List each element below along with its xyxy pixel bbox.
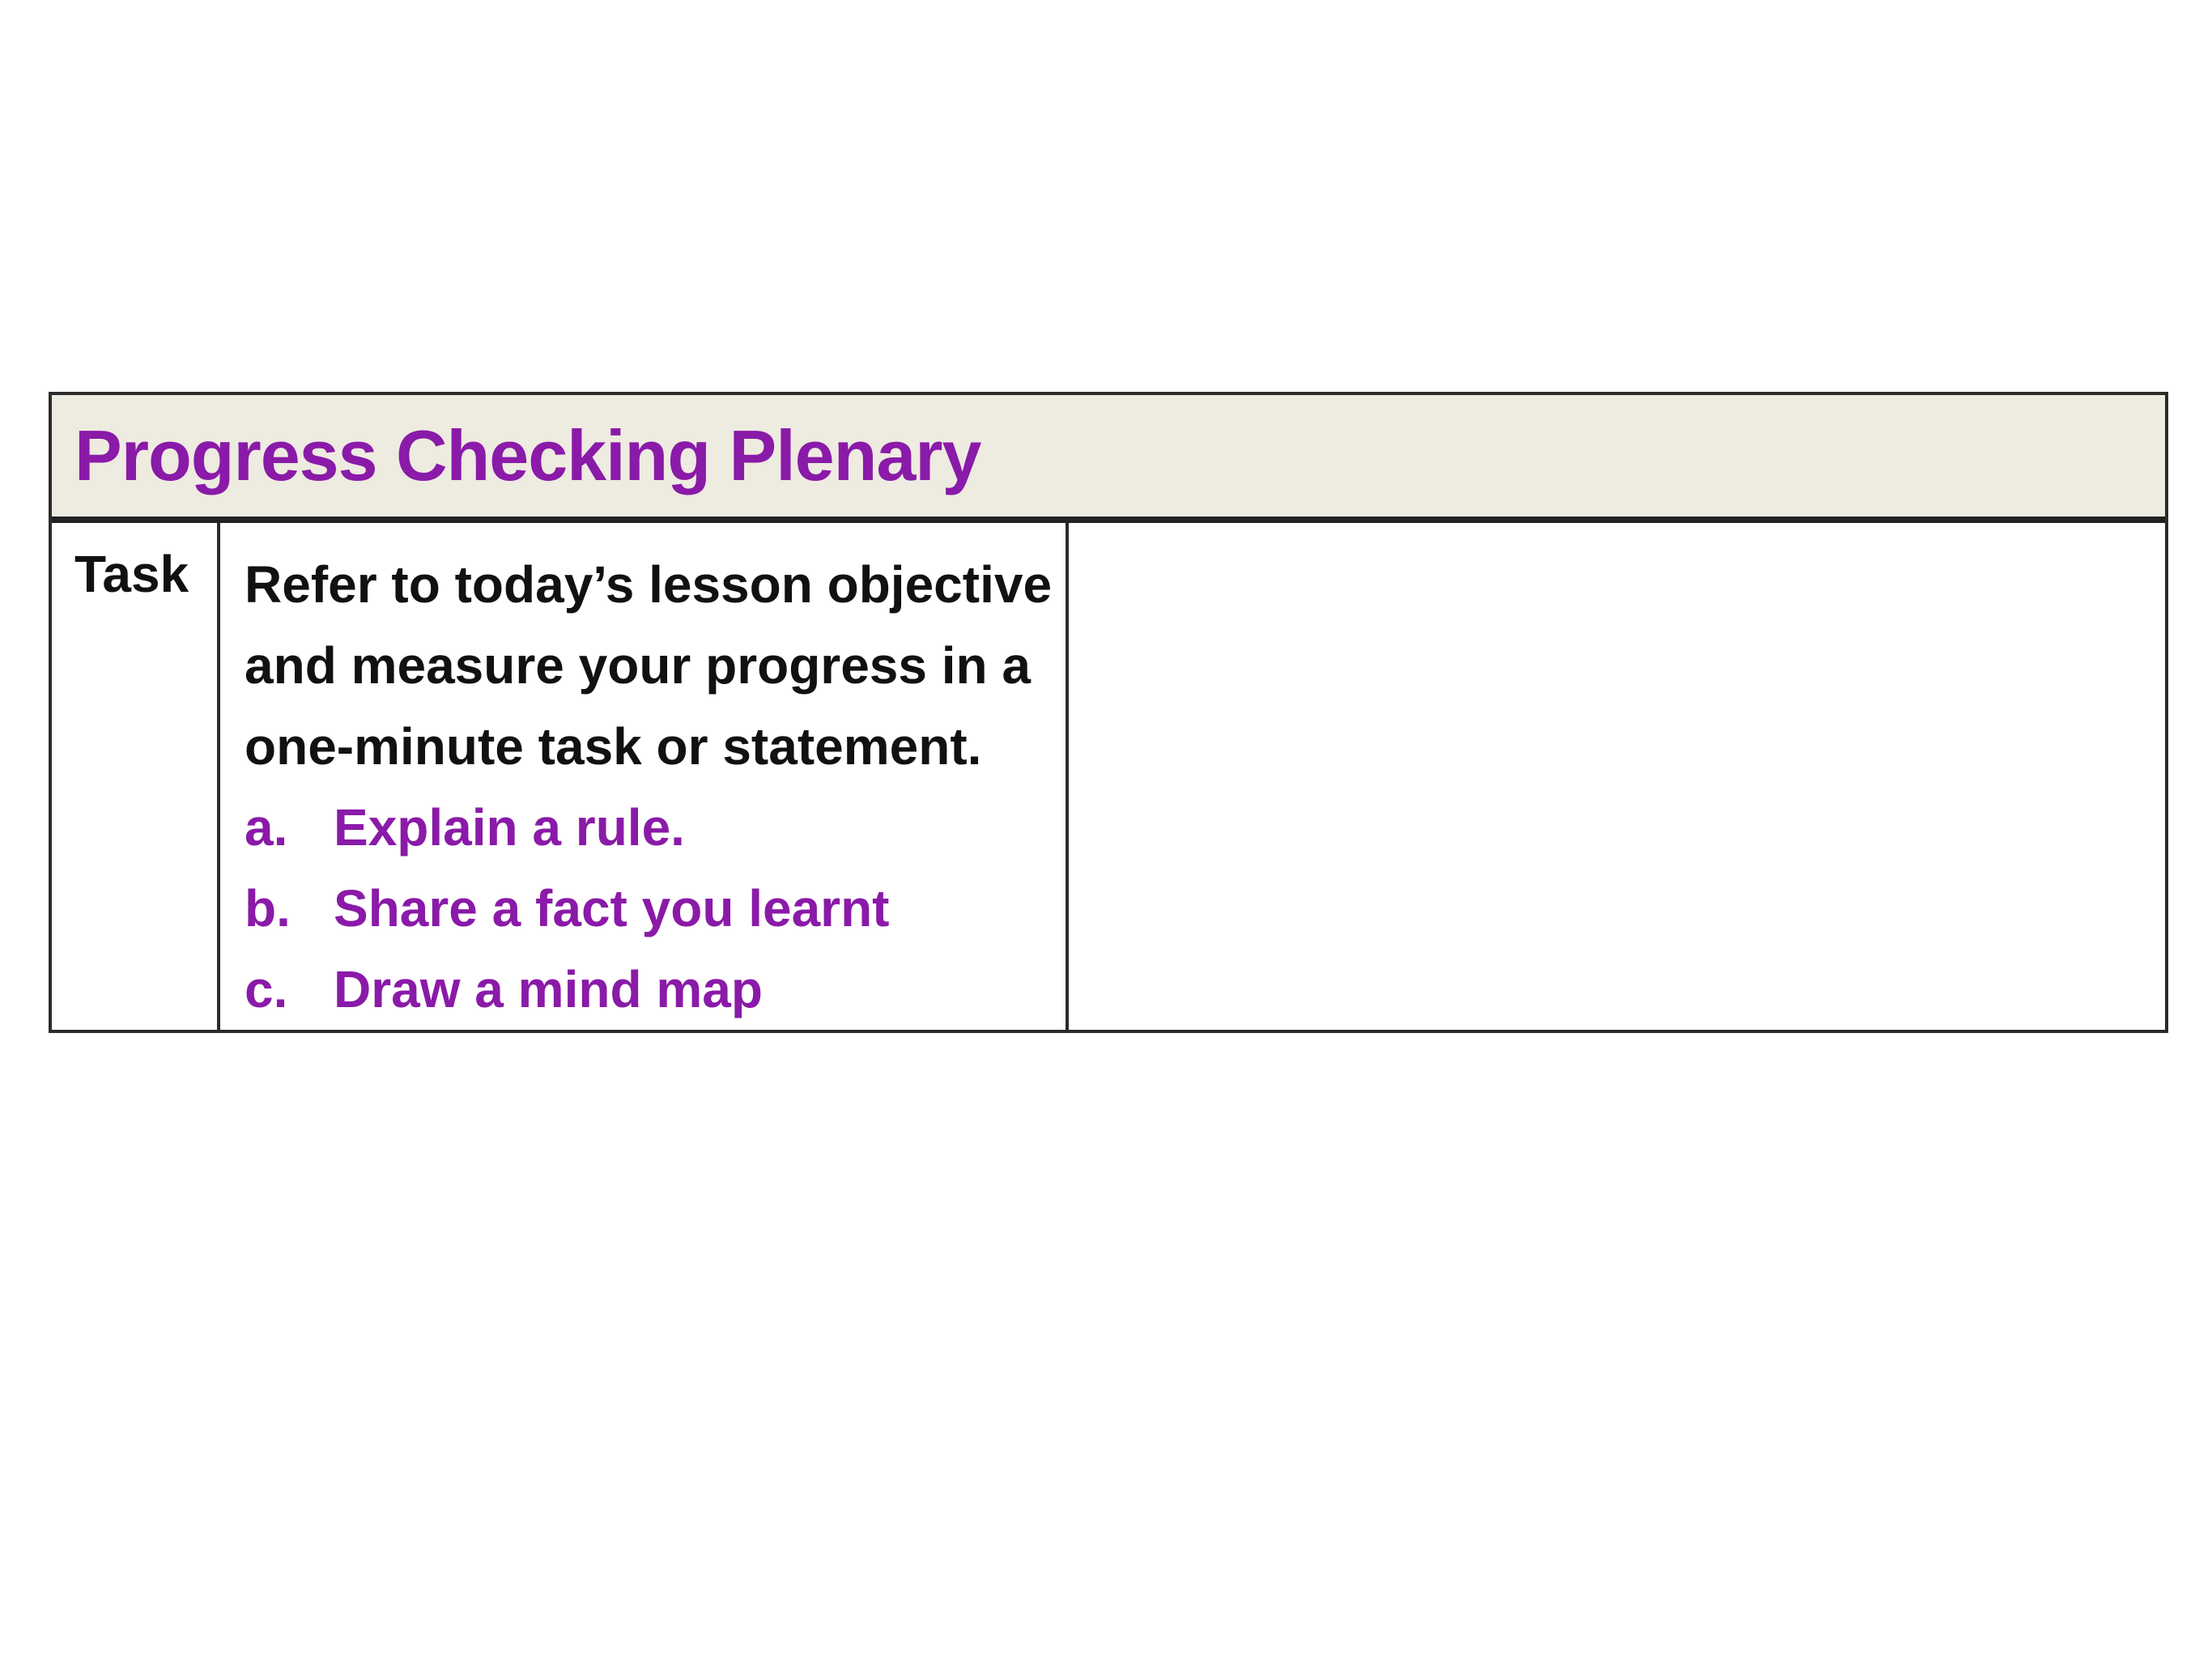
plenary-table	[49, 392, 2168, 1033]
option-marker: c.	[245, 960, 288, 1018]
task-label: Task	[74, 545, 189, 603]
option-marker: a.	[245, 798, 288, 857]
instruction-line: Refer to today’s lesson objective	[245, 555, 1053, 614]
task-options-list	[245, 787, 1066, 1030]
option-marker: b.	[245, 879, 291, 937]
table-title: Progress Checking Plenary	[74, 415, 981, 495]
task-label-cell	[52, 523, 220, 1030]
instruction-line: one-minute task or statement.	[245, 717, 982, 776]
task-row	[52, 523, 2165, 1030]
task-instructions	[245, 544, 1066, 787]
instruction-line: and measure your progress in a	[245, 636, 1031, 695]
response-cell	[1069, 523, 2165, 1030]
table-header	[52, 395, 2165, 523]
task-description-cell	[220, 523, 1069, 1030]
task-option	[245, 868, 1066, 949]
option-text: Share a fact you learnt	[334, 879, 890, 937]
task-option	[245, 787, 1066, 868]
option-text: Draw a mind map	[334, 960, 763, 1018]
task-option	[245, 949, 1066, 1030]
option-text: Explain a rule.	[334, 798, 685, 857]
